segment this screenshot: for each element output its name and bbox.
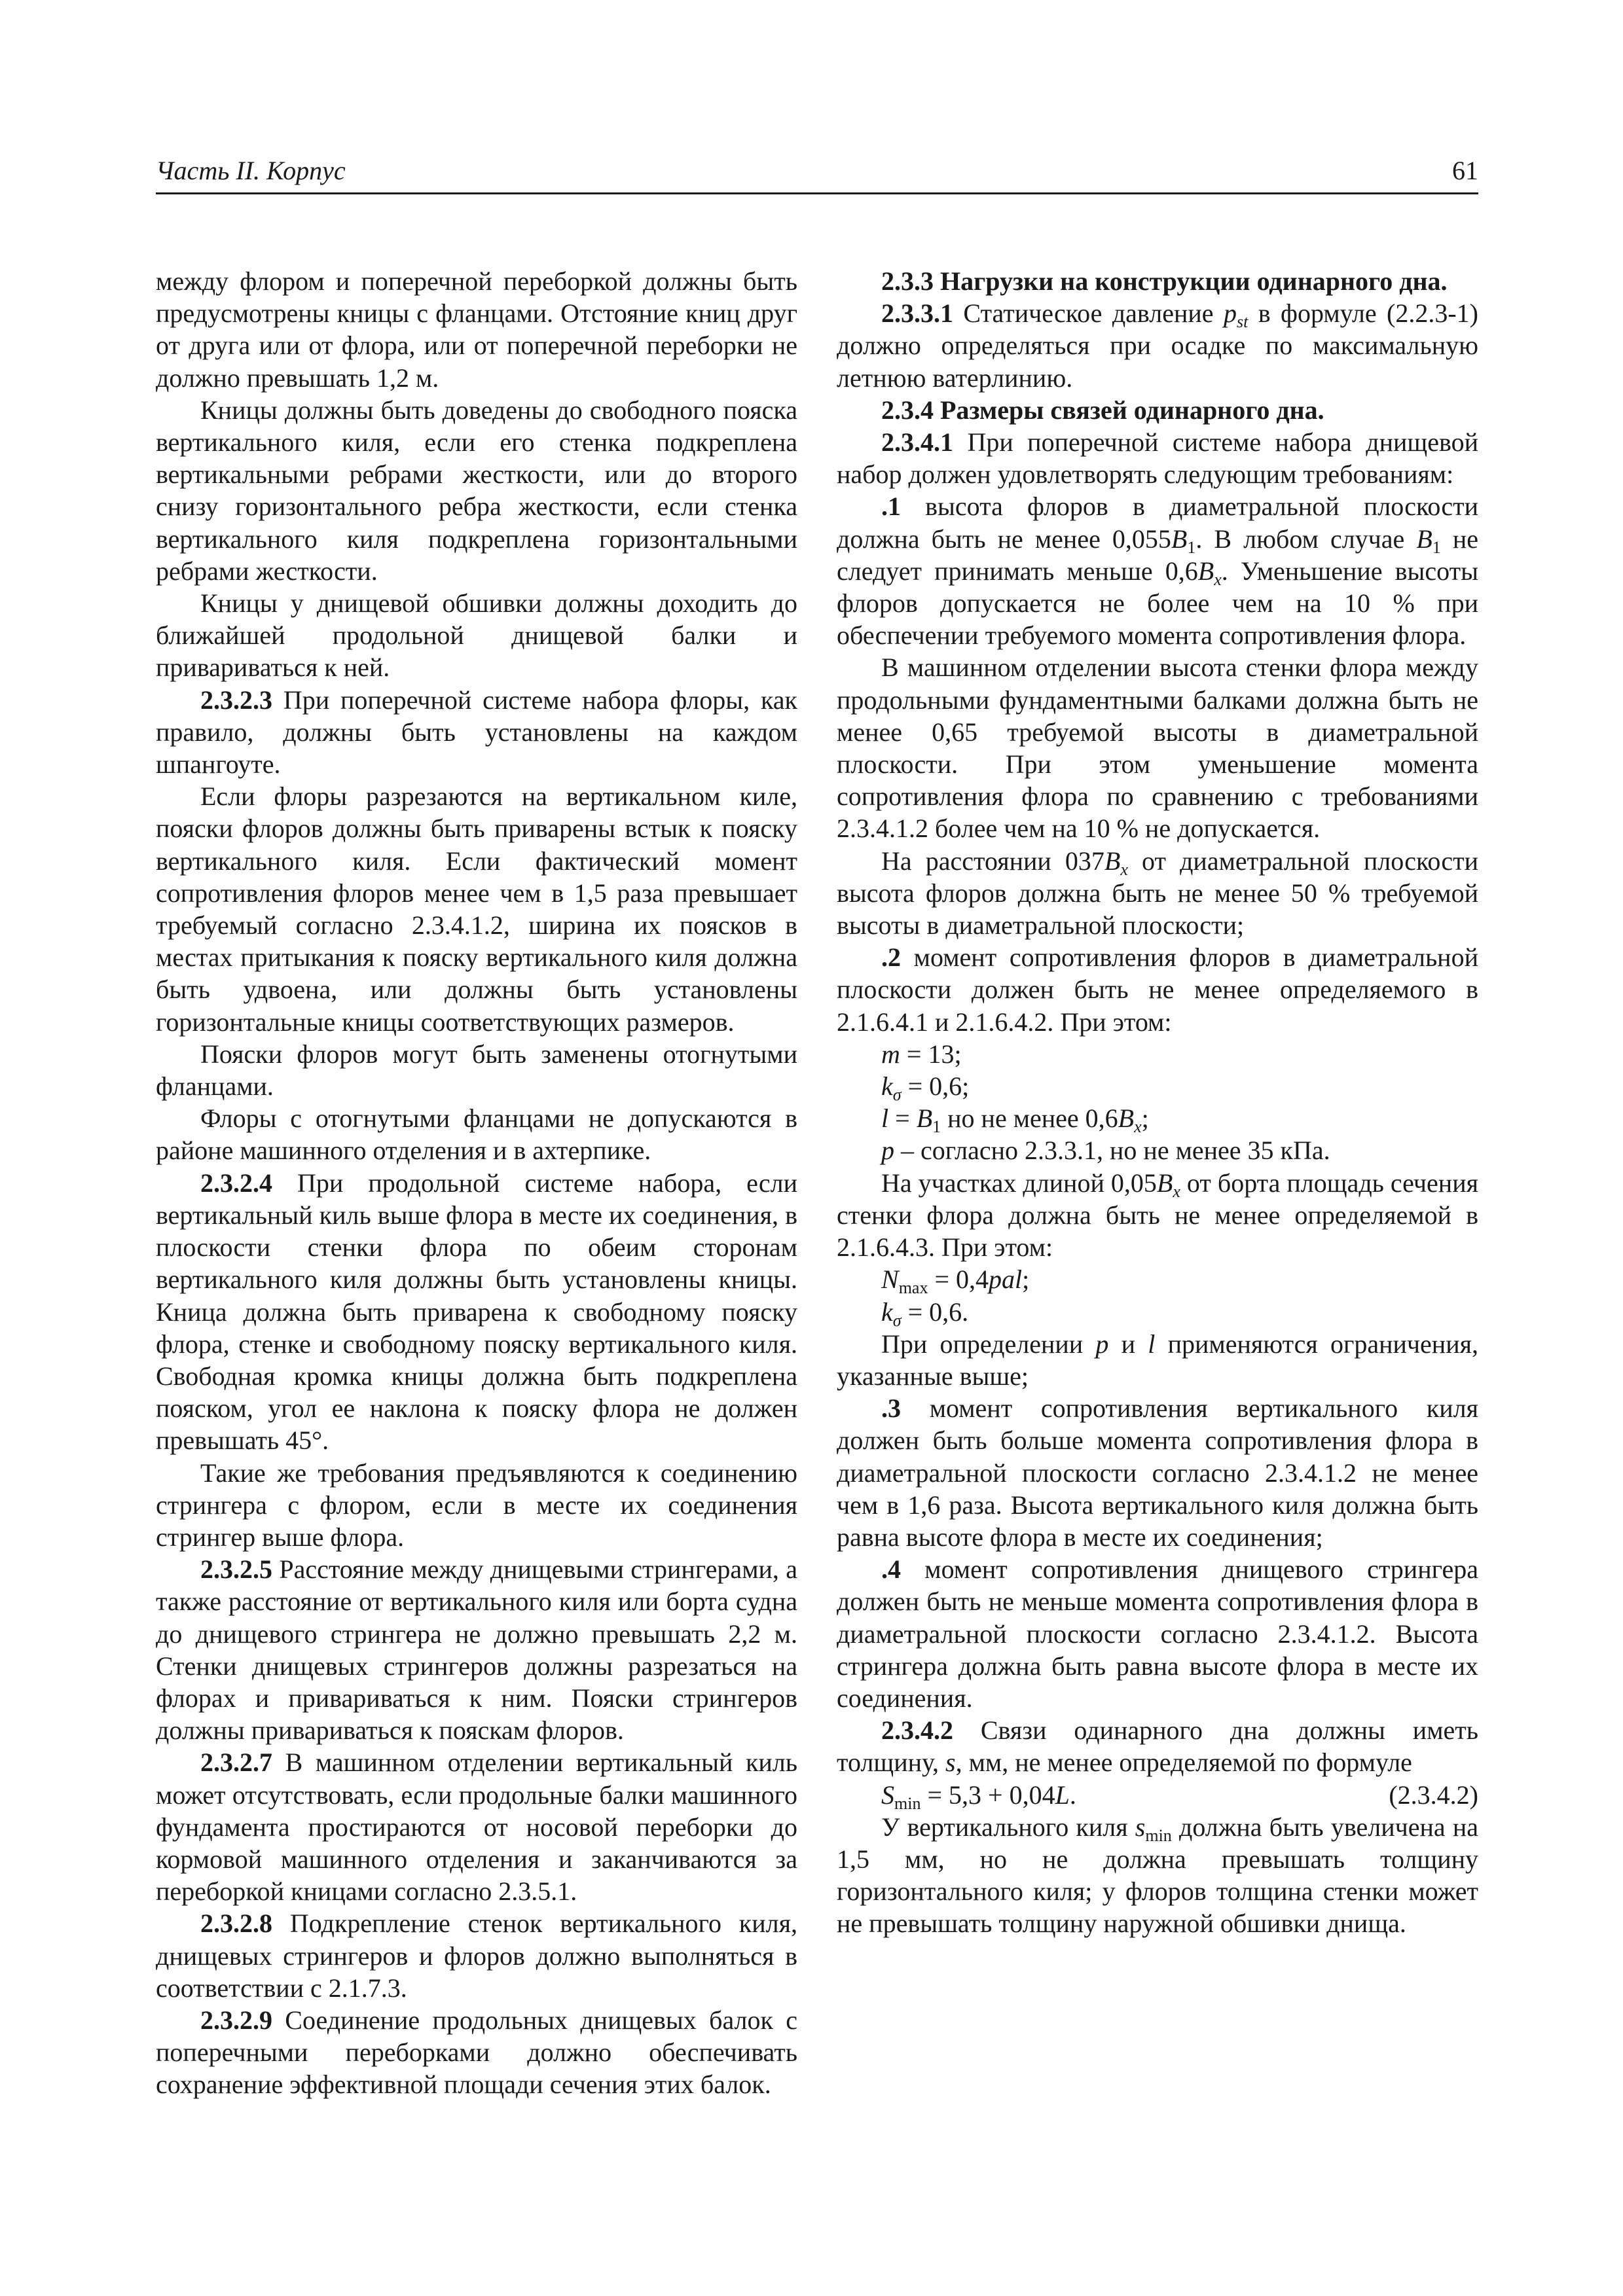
clause-text: При поперечной системе набора флоры, как правило, должны быть установлены на каждом шпангоуте. [156, 685, 797, 780]
variable: p [881, 1136, 894, 1166]
running-title: Часть II. Корпус [156, 156, 346, 185]
subscript: σ [892, 1310, 902, 1330]
paragraph [837, 490, 1478, 651]
item-number: .2 [881, 942, 901, 973]
item-number: .3 [881, 1393, 901, 1424]
variable-value: ; [1141, 1103, 1149, 1134]
paragraph [837, 1167, 1478, 1264]
paragraph [156, 1167, 797, 1457]
paragraph: Кницы у днищевой обшивки должны доходить до ближайшей продольной днищевой балки и привариваться к ней. [156, 588, 797, 683]
paragraph: В машинном отделении высота стенки флора между продольными фундаментными балками должна быть не менее 0,65 требуемой высоты в диаметральной плоскости. При этом уменьшение момента сопротивления флора по сравнению с требованиями 2.3.4.1.2 более чем на 10 % не допускается. [837, 653, 1478, 844]
variable: L [1055, 1780, 1070, 1810]
subscript: x [1120, 859, 1128, 879]
clause-text: , мм, не менее определяемой по формуле [955, 1748, 1412, 1778]
clause-number: 2.3.2.8 [200, 1909, 272, 1939]
clause-number: 2.3.3.1 [881, 298, 953, 329]
clause-number: 2.3.4.1 [881, 427, 953, 457]
clause-text: и [1108, 1329, 1148, 1359]
clause-text: При определении [881, 1329, 1096, 1359]
paragraph: Флоры с отогнутыми фланцами не допускаются в районе машинного отделения и в ахтерпике. [156, 1103, 797, 1166]
item-number: .4 [881, 1554, 901, 1585]
clause-text: На участках длиной 0,05 [881, 1168, 1157, 1198]
variable: N [881, 1265, 899, 1295]
clause-text: от борта площадь сечения стенки флора должна быть не менее определяемой в 2.1.6.4.3. При этом: [837, 1168, 1478, 1263]
variable-definition [837, 1263, 1478, 1298]
paragraph [156, 1907, 797, 2004]
variable-definition [837, 1038, 1478, 1070]
variable-value: – согласно 2.3.3.1, но не менее 35 кПа. [894, 1136, 1330, 1166]
subscript: 1 [932, 1117, 941, 1137]
variable: p [1223, 298, 1237, 329]
variable: B [916, 1103, 933, 1134]
clause-text: момент сопротивления флоров в диаметральной плоскости должен быть не менее определяемого в 2.1.6.4.1 и 2.1.6.4.2. При этом: [837, 942, 1478, 1037]
formula-number: (2.3.4.2) [1389, 1780, 1478, 1810]
variable: k [881, 1297, 893, 1327]
clause-number: 2.3.2.9 [200, 2005, 272, 2035]
subscript: σ [892, 1085, 902, 1105]
variable: m [881, 1039, 900, 1069]
paragraph: между флором и поперечной переборкой должны быть предусмотрены кницы с фланцами. Отстояние книц друг от друга или от флора, или от поперечной переборки не должно превышать 1,2 м. [156, 266, 797, 393]
variable-definition [837, 1296, 1478, 1328]
variable: S [881, 1780, 894, 1810]
clause-text: применяются ограничения, указанные выше; [837, 1329, 1479, 1391]
clause-text: При поперечной системе набора днищевой набор должен удовлетворять следующим требованиям: [837, 427, 1478, 490]
variable-value: = 13; [900, 1039, 962, 1069]
formula-text: . [1069, 1780, 1076, 1810]
clause-number: 2.3.2.5 [200, 1554, 272, 1585]
formula [837, 1779, 1478, 1811]
clause-text: Связи одинарного дна должны иметь толщину, [837, 1715, 1478, 1778]
clause-number: 2.3.2.7 [200, 1748, 272, 1778]
paragraph [156, 684, 797, 781]
clause-text: не следует принимать меньше 0,6 [837, 524, 1478, 586]
clause-text: Статическое давление [953, 298, 1224, 329]
paragraph: Если флоры разрезаются на вертикальном киле, пояски флоров должны быть приварены встык к пояску вертикального киля. Если фактический момент сопротивления флоров менее чем в 1,5 раза превышает требуемый согласно 2.3.4.1.2, ширина их поясков в местах притыкания к пояску вертикального киля должна быть удвоена, или должны быть установлены горизонтальные кницы соответствующих размеров. [156, 781, 797, 1037]
variable: p [1095, 1329, 1109, 1359]
clause-text: момент сопротивления вертикального киля должен быть больше момента сопротивления флора в диаметральной плоскости согласно 2.3.4.1.2 не менее чем в 1,6 раза. Высота вертикального киля должна быть равна высоте флора в месте их соединения; [837, 1393, 1478, 1552]
clause-text: . В любом случае [1195, 524, 1417, 554]
variable-definition [837, 1102, 1478, 1137]
paragraph [156, 2004, 797, 2101]
variable-value: ; [1022, 1265, 1030, 1295]
paragraph [156, 1553, 797, 1746]
variable-value: = [888, 1103, 917, 1134]
variable-definition [837, 1070, 1478, 1105]
paragraph [156, 1746, 797, 1907]
section-heading: 2.3.4 Размеры связей одинарного дна. [881, 395, 1324, 425]
variable: s [1135, 1812, 1146, 1842]
clause-text: Соединение продольных днищевых балок с поперечными переборками должно обеспечивать сохранение эффективной площади сечения этих балок. [156, 2005, 797, 2100]
clause-number: 2.3.2.3 [200, 685, 272, 715]
variable-value: = 0,6. [901, 1297, 969, 1327]
subscript: x [1214, 569, 1222, 589]
section-heading: 2.3.3 Нагрузки на конструкции одинарного дна. [881, 266, 1448, 296]
paragraph: Такие же требования предъявляются к соединению стрингера с флором, если в месте их соединения стрингер выше флора. [156, 1458, 797, 1552]
clause-number: 2.3.4.2 [881, 1715, 953, 1746]
clause-text: На расстоянии 037 [881, 846, 1104, 876]
clause-text: Расстояние между днищевыми стрингерами, а также расстояние от вертикального киля или борта судна до днищевого стрингера не должно превышать 2,2 м. Стенки днищевых стрингеров должны разрезаться на флорах и привариваться к ним. Пояски стрингеров должны привариваться к пояскам флоров. [156, 1554, 797, 1746]
subscript: min [894, 1793, 921, 1813]
clause-number: 2.3.2.4 [200, 1168, 272, 1198]
variable: B [1118, 1103, 1135, 1134]
variable: pal [989, 1265, 1023, 1295]
paragraph [837, 1811, 1478, 1940]
clause-text: У вертикального киля [881, 1812, 1135, 1842]
clause-text: высота флоров в диаметральной плоскости должна быть не менее 0,055 [837, 492, 1478, 554]
paragraph: Кницы должны быть доведены до свободного пояска вертикального киля, если его стенка подкреплена вертикальными ребрами жесткости, или до второго снизу горизонтального ребра жесткости, если стенка вертикального киля подкреплена горизонтальными ребрами жесткости. [156, 395, 797, 586]
formula-text: = 5,3 + 0,04 [921, 1780, 1055, 1810]
left-column [156, 265, 797, 2101]
paragraph [837, 845, 1478, 942]
subscript: 1 [1432, 537, 1441, 557]
page-number: 61 [1452, 156, 1478, 185]
paragraph [837, 297, 1478, 394]
variable: B [1416, 524, 1432, 554]
running-header [156, 152, 1478, 194]
paragraph [837, 1714, 1478, 1778]
formula-expression [837, 1779, 1076, 1811]
clause-text: При продольной системе набора, если вертикальный киль выше флора в месте их соединения, в плоскости стенки флора по обеим сторонам вертикального киля должны быть установлены кницы. Кница должна быть приварена к свободному пояску флора, стенке и свободному пояску вертикального киля. Свободная кромка кницы должна быть подкреплена пояском, угол ее наклона к пояску флора не должен превышать 45°. [156, 1168, 797, 1456]
variable: s [945, 1748, 956, 1778]
subscript: x [1173, 1181, 1180, 1201]
clause-text: . Уменьшение высоты флоров допускается не более чем на 10 % при обеспечении требуемого момента сопротивления флора. [837, 556, 1479, 651]
variable: B [1104, 846, 1121, 876]
variable: k [881, 1071, 893, 1102]
subscript: min [1145, 1825, 1172, 1845]
variable: B [1171, 524, 1188, 554]
right-column [837, 265, 1478, 1940]
paragraph [837, 1553, 1478, 1714]
paragraph [837, 941, 1478, 1038]
item-number: .1 [881, 492, 901, 522]
subscript: max [898, 1278, 928, 1298]
subscript: x [1134, 1117, 1142, 1137]
subscript: 1 [1187, 537, 1196, 557]
variable: l [1148, 1329, 1156, 1359]
paragraph [837, 1328, 1478, 1392]
paragraph [837, 1392, 1478, 1553]
variable: B [1156, 1168, 1173, 1198]
clause-text: в формуле (2.2.3-1) должно определяться при осадке по максимальную летнюю ватерлинию. [837, 298, 1478, 393]
variable-value: = 0,4 [928, 1265, 989, 1295]
variable: l [881, 1103, 889, 1134]
clause-text: Подкрепление стенок вертикального киля, днищевых стрингеров и флоров должно выполняться в соответствии с 2.1.7.3. [156, 1909, 797, 2003]
variable-value: но не менее 0,6 [941, 1103, 1118, 1134]
clause-text: момент сопротивления днищевого стрингера должен быть не меньше момента сопротивления флора в диаметральной плоскости согласно 2.3.4.1.2. Высота стрингера должна быть равна высоте флора в месте их соединения. [837, 1554, 1478, 1713]
variable-definition [837, 1134, 1478, 1166]
variable-value: = 0,6; [901, 1071, 970, 1102]
clause-text: В машинном отделении вертикальный киль может отсутствовать, если продольные балки машинного фундамента простираются от носовой переборки до кормовой машинного отделения и заканчиваются за переборкой кницами согласно 2.3.5.1. [156, 1748, 797, 1907]
clause-text: от диаметральной плоскости высота флоров должна быть не менее 50 % требуемой высоты в диаметральной плоскости; [837, 846, 1478, 941]
variable: B [1197, 556, 1214, 586]
paragraph: Пояски флоров могут быть заменены отогнутыми фланцами. [156, 1039, 797, 1102]
paragraph [837, 426, 1478, 490]
subscript: st [1236, 312, 1249, 332]
clause-text: должна быть увеличена на 1,5 мм, но не должна превышать толщину горизонтального киля; у флоров толщина стенки может не превышать толщину наружной обшивки днища. [837, 1812, 1478, 1939]
